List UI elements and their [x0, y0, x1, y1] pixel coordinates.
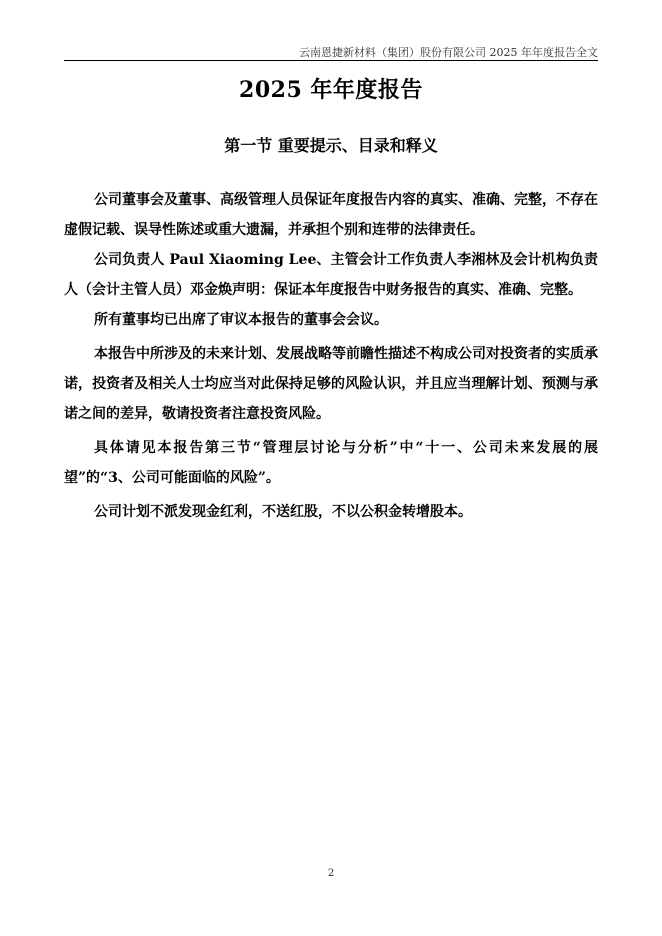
section-heading: 第一节 重要提示、目录和释义	[224, 136, 438, 155]
page-number: 2	[327, 868, 335, 879]
document-body	[64, 185, 598, 527]
paragraph-board-attendance: 所有董事均已出席了审议本报告的董事会会议。	[94, 312, 388, 328]
running-header: 云南恩捷新材料（集团）股份有限公司 2025 年年度报告全文	[299, 46, 598, 59]
paragraph-dividend-plan: 公司计划不派发现金红利，不送红股，不以公积金转增股本。	[94, 504, 472, 520]
paragraph-board-guarantee: 公司董事会及董事、高级管理人员保证年度报告内容的真实、准确、完整，不存在虚假记载、误导性陈述或重大遗漏，并承担个别和连带的法律责任。	[64, 192, 598, 238]
document-title: 2025 年年度报告	[239, 77, 423, 103]
paragraph-officer-statement: 公司负责人 Paul Xiaoming Lee、主管会计工作负责人李湘林及会计机构负责人（会计主管人员）邓金焕声明：保证本年度报告中财务报告的真实、准确、完整。	[64, 252, 598, 298]
header-rule	[64, 60, 598, 61]
paragraph-forward-looking: 本报告中所涉及的未来计划、发展战略等前瞻性描述不构成公司对投资者的实质承诺，投资者及相关人士均应当对此保持足够的风险认识，并且应当理解计划、预测与承诺之间的差异，敬请投资者注意投资风险。	[64, 346, 598, 422]
paragraph-risk-reference: 具体请见本报告第三节“管理层讨论与分析”中“十一、公司未来发展的展望”的“3、公司可能面临的风险”。	[64, 440, 598, 486]
